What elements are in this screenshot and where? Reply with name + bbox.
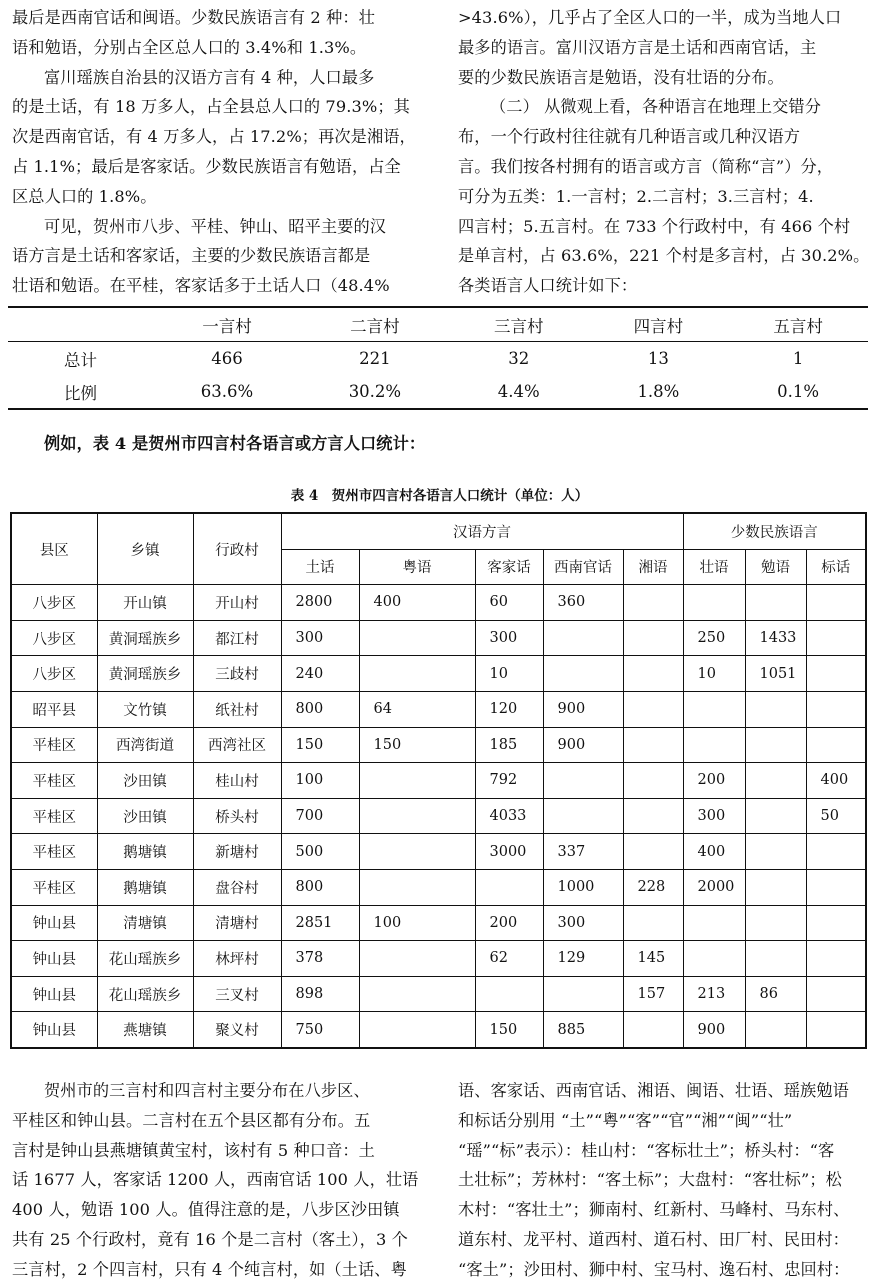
table-header-cell: 一言村 [202,316,252,336]
table-row [11,727,866,763]
table-cell: 466 [211,349,243,368]
table-cell: 10 [475,656,543,692]
table-cell: 清塘镇 [97,905,193,941]
table-cell: 钟山县 [11,976,97,1012]
table-cell: 黄洞瑶族乡 [97,620,193,656]
text-line: “客土”；沙田村、狮中村、宝马村、逸石村、忠回村： [458,1259,850,1279]
table-cell [359,656,475,692]
table-cell: 800 [281,691,359,727]
table-cell [683,941,745,977]
table-cell: 221 [359,349,391,368]
table-cell: 鹅塘镇 [97,869,193,905]
table-cell: 300 [475,620,543,656]
text-line: 的是土话，有 18 万多人，占全县总人口的 79.3%；其 [12,97,410,117]
table-cell [745,1012,806,1048]
text-line: 布，一个行政村往往就有几种语言或几种汉语方 [458,127,801,147]
table-cell: 2000 [683,869,745,905]
text-line-content: 贺州市的三言村和四言村主要分布在八步区、 [44,1081,370,1100]
table-cell: 西湾社区 [193,727,281,763]
table-cell: 平桂区 [11,727,97,763]
table-cell [543,976,623,1012]
row-label-cell: 比例 [64,383,97,403]
table-row [11,763,866,799]
table-cell: 4.4% [497,382,540,401]
table-cell: 文竹镇 [97,691,193,727]
text-line: 土壮标”；芳林村：“客土标”；大盘村：“客壮标”；松 [458,1170,842,1190]
table-header-cell: 西南官话 [543,549,623,585]
table-cell: 三叉村 [193,976,281,1012]
table-cell: 13 [647,349,669,368]
table-cell: 鹅塘镇 [97,834,193,870]
table-header-cell: 湘语 [623,549,683,585]
table-header-group: 少数民族语言 [683,513,866,549]
table-cell: 400 [806,763,866,799]
table-header-cell: 五言村 [773,316,823,336]
table-cell: 清塘村 [193,905,281,941]
text-line: 例如，表 4 是贺州市四言村各语言或方言人口统计： [44,434,426,453]
table-row [8,375,868,409]
table-cell: 32 [508,349,530,368]
table-cell: 盘谷村 [193,869,281,905]
table-cell: 300 [281,620,359,656]
table-cell: 燕塘镇 [97,1012,193,1048]
village-language-table [10,512,867,1049]
table-cell: 250 [683,620,745,656]
text-line: 占 1.1%；最后是客家话。少数民族语言有勉语，占全 [12,156,401,176]
table-cell [359,1012,475,1048]
table-cell [806,834,866,870]
table-cell: 八步区 [11,656,97,692]
text-line: >43.6%），几乎占了全区人口的一半，成为当地人口 [458,8,842,27]
table-cell [745,727,806,763]
table-cell [683,585,745,621]
table-cell: 开山村 [193,585,281,621]
table-cell [623,656,683,692]
table-caption: 表 4 贺州市四言村各语言人口统计（单位：人） [290,488,589,504]
table-cell [623,727,683,763]
table-cell [806,976,866,1012]
table-header-cell: 三言村 [493,316,544,336]
table-cell: 三歧村 [193,656,281,692]
table-cell: 129 [543,941,623,977]
table-cell: 新塘村 [193,834,281,870]
table-cell [543,798,623,834]
table-cell: 1000 [543,869,623,905]
text-line: 三言村，2 个四言村，只有 4 个纯言村，如（土话、粤 [12,1259,407,1279]
table-header-cell [8,307,153,342]
table-header-group: 汉语方言 [281,513,683,549]
text-line: 和标话分别用 “土”“粤”“客”“官”“湘”“闽”“壮” [458,1110,793,1130]
table-cell: 200 [683,763,745,799]
table-cell [745,585,806,621]
table-cell: 纸社村 [193,691,281,727]
table-cell: 1051 [745,656,806,692]
table-cell: 900 [543,727,623,763]
table-row [11,834,866,870]
text-line: 400 人，勉语 100 人。值得注意的是，八步区沙田镇 [12,1200,400,1220]
table-cell: 150 [281,727,359,763]
table-cell [806,869,866,905]
table-cell: 平桂区 [11,798,97,834]
table-cell [359,941,475,977]
right-bottom-text [458,1076,868,1285]
table-cell [359,798,475,834]
text-line: 话 1677 人，客家话 1200 人，西南官话 100 人，壮语 [12,1170,419,1190]
table-cell [745,834,806,870]
table-cell: 八步区 [11,585,97,621]
table-cell: 花山瑶族乡 [97,976,193,1012]
text-line: 是单言村，占 63.6%，221 个村是多言村，占 30.2%。 [458,246,870,266]
table-cell: 63.6% [200,382,254,401]
table-cell: 240 [281,656,359,692]
table-cell: 1433 [745,620,806,656]
table-row [11,656,866,692]
text-line: 要的少数民族语言是勉语，没有壮语的分布。 [458,67,784,87]
table-cell: 聚义村 [193,1012,281,1048]
table-cell: 沙田镇 [97,798,193,834]
table-cell: 2851 [281,905,359,941]
table-cell: 钟山县 [11,1012,97,1048]
table-cell [806,585,866,621]
table-cell [359,976,475,1012]
table-header-cell: 客家话 [475,549,543,585]
table-header-cell: 标话 [806,549,866,585]
text-line: 道东村、龙平村、道西村、道石村、田厂村、民田村： [458,1229,849,1249]
table-row [11,585,866,621]
table-cell: 378 [281,941,359,977]
left-bottom-text [12,1076,420,1285]
table-cell [806,691,866,727]
table-cell: 1 [792,349,804,368]
table-cell: 3000 [475,834,543,870]
table-header-cell: 二言村 [350,316,400,336]
table-cell: 898 [281,976,359,1012]
table-cell [806,941,866,977]
table-cell: 平桂区 [11,834,97,870]
table-cell: 开山镇 [97,585,193,621]
text-line [12,212,420,242]
table-header-cell: 四言村 [633,316,684,336]
table-cell: 792 [475,763,543,799]
table-header-row [8,307,868,342]
table-cell [543,763,623,799]
table-cell [745,798,806,834]
table-header-cell: 壮语 [683,549,745,585]
table-cell: 213 [683,976,745,1012]
text-line: 平桂区和钟山县。二言村在五个县区都有分布。五 [12,1110,371,1130]
text-line: 言。我们按各村拥有的语言或方言（简称“言”）分， [458,156,834,176]
table-cell: 0.1% [777,382,820,401]
table-cell: 86 [745,976,806,1012]
text-line: 最多的语言。富川汉语方言是土话和西南官话，主 [458,37,817,57]
table-cell: 120 [475,691,543,727]
text-line: 各类语言人口统计如下： [458,276,638,296]
table-cell: 150 [475,1012,543,1048]
text-line [458,92,868,122]
table-cell [623,1012,683,1048]
table-cell: 64 [359,691,475,727]
table-cell [475,869,543,905]
table-row [11,869,866,905]
table-cell: 400 [359,585,475,621]
table-cell: 黄洞瑶族乡 [97,656,193,692]
table-cell: 200 [475,905,543,941]
table-cell: 都江村 [193,620,281,656]
text-line: 最后是西南官话和闽语。少数民族语言有 2 种：壮 [12,8,375,27]
table-cell: 30.2% [348,382,402,401]
table-cell: 钟山县 [11,905,97,941]
table-cell: 沙田镇 [97,763,193,799]
text-line: 区总人口的 1.8%。 [12,186,157,206]
table-header-cell: 县区 [11,513,97,585]
table-cell [745,869,806,905]
table-cell [623,834,683,870]
table-row [11,905,866,941]
table-cell [623,905,683,941]
text-line: 次是西南官话，有 4 万多人，占 17.2%；再次是湘语， [12,127,416,147]
text-line-content: （二） 从微观上看，各种语言在地理上交错分 [490,97,821,117]
table-cell [623,620,683,656]
table-cell: 62 [475,941,543,977]
summary-table [8,306,868,410]
table-cell: 桥头村 [193,798,281,834]
table-cell: 100 [281,763,359,799]
table-cell: 228 [623,869,683,905]
text-line: 四言村；5.五言村。在 733 个行政村中，有 466 个村 [458,216,851,236]
table-cell [806,727,866,763]
table-header-row [11,513,866,549]
table-cell: 157 [623,976,683,1012]
text-line [12,1076,420,1106]
table-cell [806,620,866,656]
table-cell [683,727,745,763]
table-cell [359,763,475,799]
left-top-text [12,3,420,301]
table-cell [475,976,543,1012]
text-line-content: 可见，贺州市八步、平桂、钟山、昭平主要的汉 [44,216,387,236]
table-cell: 300 [683,798,745,834]
table-cell: 700 [281,798,359,834]
text-line: 言村是钟山县燕塘镇黄宝村，该村有 5 种口音：土 [12,1140,375,1160]
table-cell [745,691,806,727]
table-cell: 885 [543,1012,623,1048]
example-line [44,429,644,459]
table-cell [359,869,475,905]
text-line: “瑶”“标”表示）：桂山村：“客标壮土”；桥头村：“客 [458,1140,835,1160]
table-cell [745,763,806,799]
table-row [11,620,866,656]
table-cell: 185 [475,727,543,763]
text-line: 语和勉语，分别占全区总人口的 3.4%和 1.3%。 [12,37,367,57]
table-row [11,1012,866,1048]
text-line: 木村：“客壮土”；狮南村、红新村、马峰村、马东村、 [458,1200,850,1220]
table-cell [623,585,683,621]
table-cell [745,941,806,977]
table-cell: 145 [623,941,683,977]
table-row [11,976,866,1012]
text-line: 共有 25 个行政村，竟有 16 个是二言村（客土），3 个 [12,1229,408,1249]
table-row [11,798,866,834]
table-cell [806,656,866,692]
table-row [8,342,868,376]
text-line: 壮语和勉语。在平桂，客家话多于土话人口（48.4% [12,276,390,296]
table-cell: 150 [359,727,475,763]
table-cell [683,905,745,941]
table-cell: 800 [281,869,359,905]
table-cell: 900 [683,1012,745,1048]
table-row [11,691,866,727]
table-cell: 平桂区 [11,869,97,905]
table-cell: 500 [281,834,359,870]
table-cell [806,1012,866,1048]
table-cell: 钟山县 [11,941,97,977]
table-cell [623,763,683,799]
text-line: 语方言是土话和客家话，主要的少数民族语言都是 [12,246,371,266]
table-cell [359,620,475,656]
table-cell: 400 [683,834,745,870]
table-cell: 900 [543,691,623,727]
text-line: 可分为五类：1.一言村；2.二言村；3.三言村；4. [458,186,814,206]
table-cell: 360 [543,585,623,621]
table-cell: 1.8% [637,382,680,401]
text-line: 语、客家话、西南官话、湘语、闽语、壮语、瑶族勉语 [458,1081,849,1100]
table-cell: 750 [281,1012,359,1048]
table-header-cell: 土话 [281,549,359,585]
table-row [11,941,866,977]
table-cell: 西湾街道 [97,727,193,763]
table-cell: 4033 [475,798,543,834]
table-cell [359,834,475,870]
table-cell [806,905,866,941]
table-cell: 花山瑶族乡 [97,941,193,977]
table-cell [543,620,623,656]
table-cell: 10 [683,656,745,692]
table-cell [623,798,683,834]
table-cell: 50 [806,798,866,834]
table-cell: 300 [543,905,623,941]
table-cell [623,691,683,727]
table-cell: 100 [359,905,475,941]
table-cell: 林坪村 [193,941,281,977]
table-header-cell: 乡镇 [97,513,193,585]
text-line-content: 富川瑶族自治县的汉语方言有 4 种，人口最多 [44,67,375,87]
table-cell [683,691,745,727]
table-cell: 337 [543,834,623,870]
table-cell: 八步区 [11,620,97,656]
table-cell: 昭平县 [11,691,97,727]
table-cell: 平桂区 [11,763,97,799]
table-cell: 桂山村 [193,763,281,799]
right-top-text [458,3,868,301]
table-cell: 2800 [281,585,359,621]
table-cell: 60 [475,585,543,621]
table-header-cell: 勉语 [745,549,806,585]
table-header-cell: 粤语 [359,549,475,585]
text-line [12,63,420,93]
row-label-cell: 总计 [64,350,97,370]
table-cell [745,905,806,941]
table-cell [543,656,623,692]
table-header-cell: 行政村 [193,513,281,585]
